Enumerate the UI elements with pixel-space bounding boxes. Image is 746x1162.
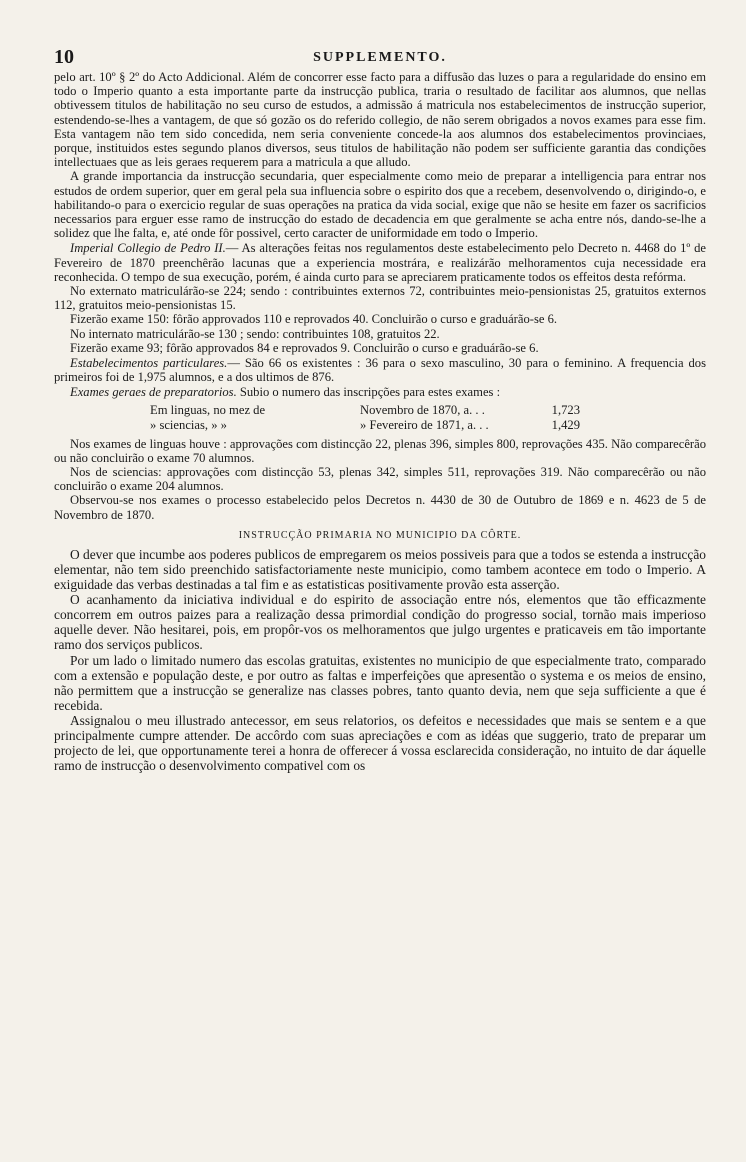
paragraph <box>54 356 706 384</box>
table-cell-date: Novembro de 1870, a. . . <box>360 402 485 417</box>
table-row <box>150 418 706 433</box>
paragraph: pelo art. 10º § 2º do Acto Addicional. Além de concorrer esse facto para a diffusão das luzes o para a regularidade do ensino em todo o Imperio quanto a esta importante parte da instrucção publica, traria o resultado de facilitar aos alumnos, que nellas obtivessem titulos de habilitação no seu curso de estudos, a admissão á matricula nos estabelecimentos de instrucção superior, estendendo-se-lhes a vantagem, de que só gozão os do referido collegio, de não serem obrigados a novos exames para esse fim. Esta vantagem não tem sido concedida, nem seria conveniente concede-la aos alumnos dos estabelecimentos provinciaes, porque, instituidos estes segundo planos diversos, seus titulos de habilitação não podem ser sufficiente garantia das condições intellectuaes que as leis geraes requerem para a matricula a que alludo. <box>54 70 706 170</box>
paragraph: Nos de sciencias: approvações com distincção 53, plenas 342, simples 511, reprovações 319. Não comparecêrão ou não concluirão o exame 204 alumnos. <box>54 465 706 494</box>
paragraph <box>54 385 706 399</box>
body-text <box>54 70 706 522</box>
running-title: SUPPLEMENTO. <box>313 50 447 65</box>
paragraph: Nos exames de linguas houve : approvações com distincção 22, plenas 396, simples 800, reprovações 435. Não comparecêrão ou não concluirão o exame 70 alumnos. <box>54 436 706 465</box>
paragraph: No internato matriculárão-se 130 ; sendo: contribuintes 108, gratuitos 22. <box>70 326 440 341</box>
paragraph-heading: Estabelecimentos particulares. <box>70 356 228 371</box>
section-title: INSTRUCÇÃO PRIMARIA NO MUNICIPIO DA CÔRTE. <box>238 529 522 541</box>
table-cell-date: » Fevereiro de 1871, a. . . <box>360 417 489 432</box>
paragraph-text: Subio o numero das inscripções para estes exames : <box>236 385 501 400</box>
paragraph: A grande importancia da instrucção secundaria, quer especialmente como meio de preparar a intelligencia para entrar nos estudos de ordem superior, quer em geral pela sua influencia sobre o espirito dos que a recebem, desenvolvendo o, dirigindo-o, e habilitando-o para o exercicio regular de suas operações na pratica da vida social, exige que não se hesite em fazer os sacrificios necessarios para erguer esse ramo de instrucção do estado de decadencia em que geralmente se acha entre nós, dando-se-lhe a solidez que lhe falta, e, até onde fôr possivel, certo caracter de uniformidade em todo o Imperio. <box>54 169 706 241</box>
paragraph-heading: Exames geraes de preparatorios. <box>70 385 237 400</box>
paragraph <box>54 241 706 284</box>
paragraph: O dever que incumbe aos poderes publicos de empregarem os meios possiveis para que a todos se estenda a instrucção elementar, não tem sido preenchido satisfactoriamente neste municipio, como tambem acontece em todo o Imperio. A exiguidade das verbas destinadas a tal fim e as estatisticas positivamente provão esta asserção. <box>54 546 706 593</box>
table-cell-label: Em linguas, no mez de <box>150 402 266 417</box>
paragraph: No externato matriculárão-se 224; sendo : contribuintes externos 72, contribuintes meio-pensionistas 25, gratuitos externos 112, gratuitos meio-pensionistas 15. <box>54 284 706 313</box>
table-cell-count: 1,723 <box>551 402 580 417</box>
table-cell-label: » sciencias, » » <box>150 417 227 432</box>
page-number: 10 <box>54 46 74 68</box>
paragraph: Fizerão exame 150: fôrão approvados 110 e reprovados 40. Concluirão o curso e graduárão-se 6. <box>70 312 558 327</box>
page-header <box>54 40 706 70</box>
paragraph: Fizerão exame 93; fôrão approvados 84 e reprovados 9. Concluirão o curso e graduárão-se 6. <box>70 340 539 355</box>
section-body <box>54 547 706 773</box>
paragraph-heading: Imperial Collegio de Pedro II. <box>70 241 226 256</box>
paragraph: Por um lado o limitado numero das escolas gratuitas, existentes no municipio de que especialmente trato, comparado com a extensão e população deste, e por outro as faltas e imperfeições que apresentão o systema e os meios de ensino, não permittem que a instrucção se generalize nas classes pobres, tanto quanto devia, nem que seja sufficiente a que é recebida. <box>54 652 706 713</box>
exam-table <box>150 403 706 433</box>
paragraph: Assignalou o meu illustrado antecessor, em seus relatorios, os defeitos e necessidades que mais se sentem e a que principalmente cumpre attender. De accôrdo com suas apreciações e com as idéas que suggerio, trato de preparar um projecto de lei, que opportunamente terei a honra de offerecer á vossa esclarecida consideração, no intuito de dar áquelle ramo de instrucção o desenvolvimento compativel com os <box>54 712 706 774</box>
table-cell-count: 1,429 <box>551 417 580 432</box>
paragraph: O acanhamento da iniciativa individual e do espirito de associação entre nós, elementos que tão efficazmente concorrem em outros paizes para a realização dessa primordial condição do progresso social, tornão mais imperioso aquelle dever. Não hesitarei, pois, em propôr-vos os melhoramentos que julgo urgentes e praticaveis em tão importante ramo dos serviços publicos. <box>54 592 706 653</box>
paragraph-text: — As alterações feitas nos regulamentos deste estabelecimento pelo Decreto n. 4468 do 1º de Fevereiro de 1870 preenchêrão lacunas que a experiencia mostrára, e realizárão melhoramentos cuja necessidade era reconhecida. O tempo de sua execução, porém, é ainda curto para se apreciarem praticamente todos os effeitos desta refórma. <box>54 241 706 284</box>
table-row <box>150 403 706 418</box>
paragraph: Observou-se nos exames o processo estabelecido pelos Decretos n. 4430 de 30 de Outubro de 1869 e n. 4623 de 5 de Novembro de 1870. <box>54 493 706 522</box>
paragraph-text: — São 66 os existentes : 36 para o sexo masculino, 30 para o feminino. A frequencia dos primeiros foi de 1,975 alumnos, e a dos ultimos de 876. <box>54 356 707 385</box>
